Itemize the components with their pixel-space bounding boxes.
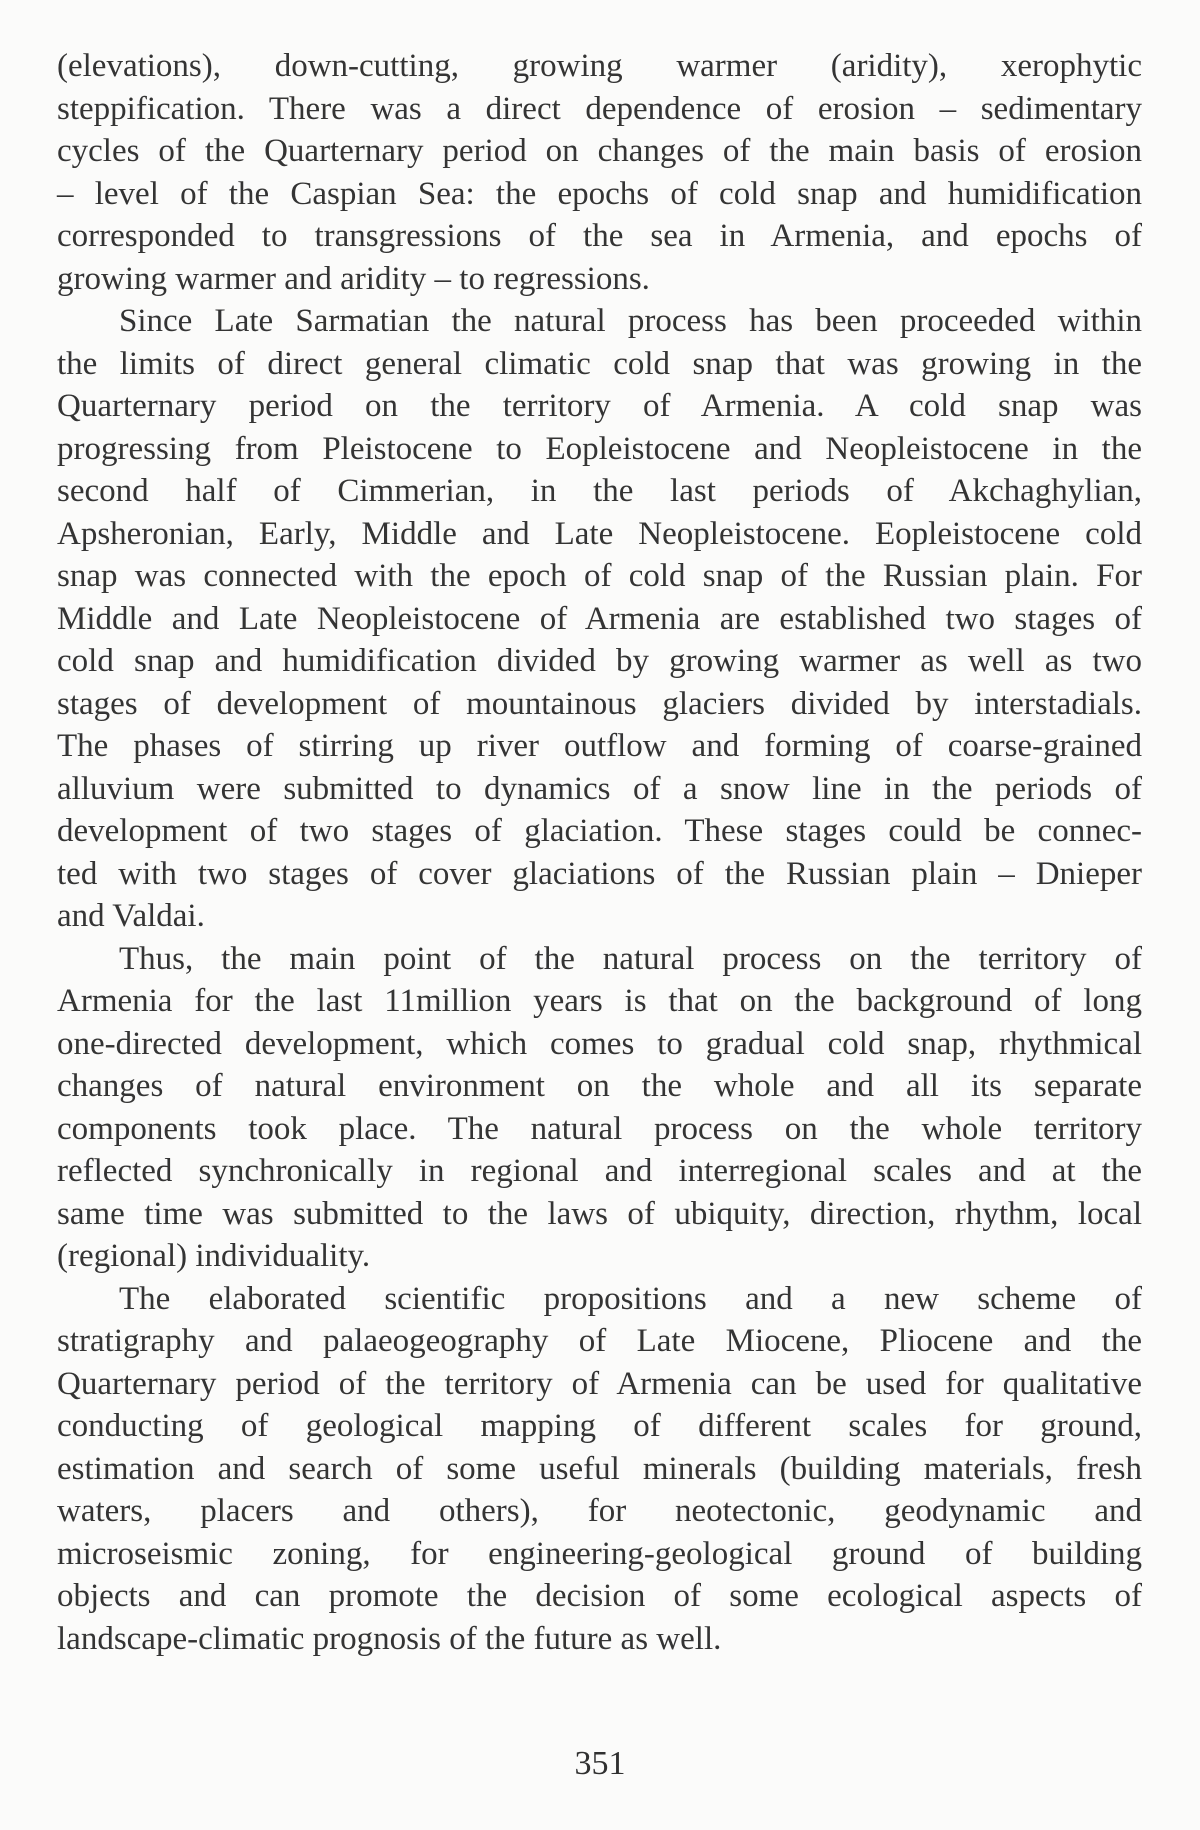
text-line: stages of development of mountainous glaciers divided by interstadials. [57, 683, 1142, 726]
text-line: Quarternary period on the territory of Armenia. A cold snap was [57, 385, 1142, 428]
text-line: alluvium were submitted to dynamics of a snow line in the periods of [57, 768, 1142, 811]
text-line: objects and can promote the decision of some ecological aspects of [57, 1575, 1142, 1618]
text-line: stratigraphy and palaeogeography of Late Miocene, Pliocene and the [57, 1320, 1142, 1363]
text-line: The phases of stirring up river outflow and forming of coarse-grained [57, 725, 1142, 768]
text-line: Armenia for the last 11million years is that on the background of long [57, 980, 1142, 1023]
text-line: landscape-climatic prognosis of the future as well. [57, 1618, 1142, 1661]
paragraph [57, 938, 1142, 1278]
text-line: ted with two stages of cover glaciations of the Russian plain – Dnieper [57, 853, 1142, 896]
text-line: reflected synchronically in regional and interregional scales and at the [57, 1150, 1142, 1193]
paragraph [57, 45, 1142, 300]
text-line: growing warmer and aridity – to regressions. [57, 258, 1142, 301]
text-line: waters, placers and others), for neotectonic, geodynamic and [57, 1490, 1142, 1533]
text-line: steppification. There was a direct dependence of erosion – sedimentary [57, 88, 1142, 131]
text-line: development of two stages of glaciation. These stages could be connec- [57, 810, 1142, 853]
text-line: Middle and Late Neopleistocene of Armenia are established two stages of [57, 598, 1142, 641]
text-line: second half of Cimmerian, in the last periods of Akchaghylian, [57, 470, 1142, 513]
text-line: one-directed development, which comes to gradual cold snap, rhythmical [57, 1023, 1142, 1066]
text-line: (regional) individuality. [57, 1235, 1142, 1278]
paragraph [57, 300, 1142, 938]
text-line: The elaborated scientific propositions and a new scheme of [57, 1278, 1142, 1321]
text-line: estimation and search of some useful minerals (building materials, fresh [57, 1448, 1142, 1491]
text-line: the limits of direct general climatic cold snap that was growing in the [57, 343, 1142, 386]
text-line: snap was connected with the epoch of cold snap of the Russian plain. For [57, 555, 1142, 598]
text-line: Quarternary period of the territory of Armenia can be used for qualitative [57, 1363, 1142, 1406]
page-number: 351 [0, 1745, 1200, 1783]
text-line: Since Late Sarmatian the natural process has been proceeded within [57, 300, 1142, 343]
text-line: and Valdai. [57, 895, 1142, 938]
text-line: changes of natural environment on the whole and all its separate [57, 1065, 1142, 1108]
paragraph [57, 1278, 1142, 1661]
text-line: (elevations), down-cutting, growing warmer (aridity), xerophytic [57, 45, 1142, 88]
text-line: corresponded to transgressions of the sea in Armenia, and epochs of [57, 215, 1142, 258]
text-line: components took place. The natural process on the whole territory [57, 1108, 1142, 1151]
text-line: microseismic zoning, for engineering-geological ground of building [57, 1533, 1142, 1576]
text-line: conducting of geological mapping of different scales for ground, [57, 1405, 1142, 1448]
text-line: Thus, the main point of the natural process on the territory of [57, 938, 1142, 981]
text-line: – level of the Caspian Sea: the epochs of cold snap and humidification [57, 173, 1142, 216]
text-line: cold snap and humidification divided by growing warmer as well as two [57, 640, 1142, 683]
text-line: cycles of the Quarternary period on changes of the main basis of erosion [57, 130, 1142, 173]
text-line: same time was submitted to the laws of ubiquity, direction, rhythm, local [57, 1193, 1142, 1236]
text-line: Apsheronian, Early, Middle and Late Neopleistocene. Eopleistocene cold [57, 513, 1142, 556]
body-text [57, 45, 1142, 1660]
text-line: progressing from Pleistocene to Eopleistocene and Neopleistocene in the [57, 428, 1142, 471]
